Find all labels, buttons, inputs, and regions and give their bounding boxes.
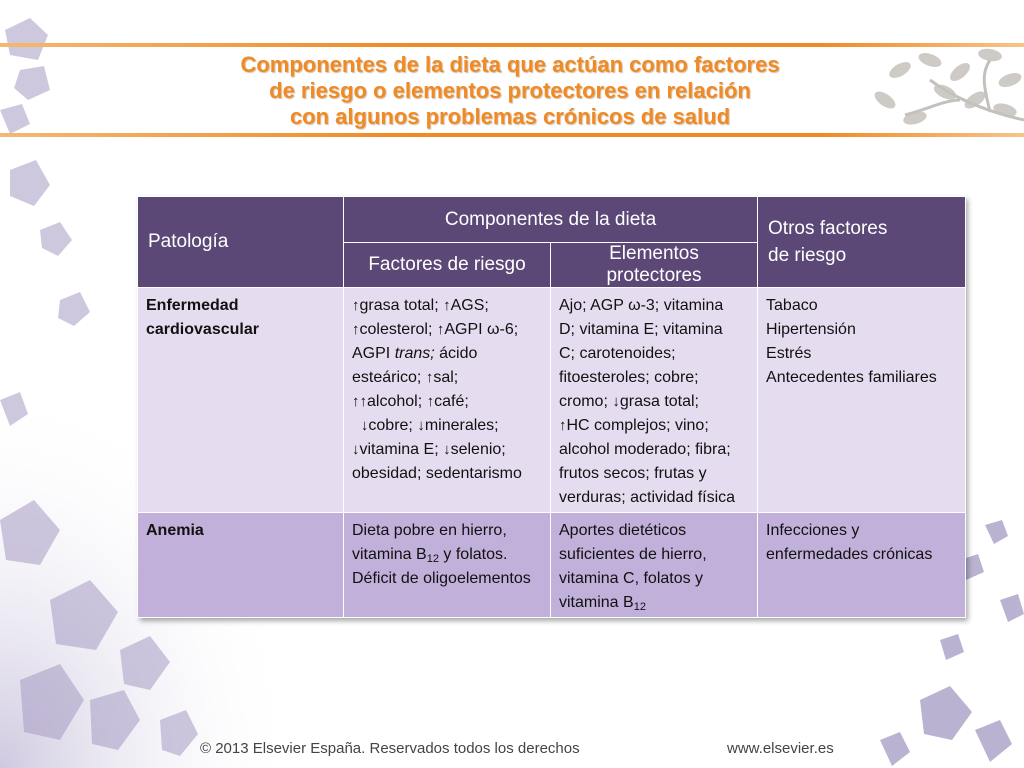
down-arrow-icon: ↓ xyxy=(360,417,369,434)
title-line-3: con algunos problemas crónicos de salud xyxy=(289,104,731,129)
page-title xyxy=(170,52,850,130)
copyright-text: © 2013 Elsevier España. Reservados todos los derechos xyxy=(200,740,580,757)
text: grasa total; xyxy=(619,393,699,410)
header-diet-components: Componentes de la dieta xyxy=(344,197,758,243)
text: café; xyxy=(434,393,469,410)
text: AGPI ω-6; xyxy=(444,321,519,338)
list-item: Antecedentes familiares xyxy=(766,369,937,386)
text: vitamina C, folatos y xyxy=(559,570,704,587)
text: verduras; actividad física xyxy=(559,489,736,506)
text: vitamina E; xyxy=(359,441,444,458)
text: colesterol; xyxy=(359,321,437,338)
header-protective: Elementos protectores xyxy=(551,243,758,288)
text: Ajo; AGP ω-3; vitamina xyxy=(559,297,724,314)
text: alcohol moderado; fibra; xyxy=(559,441,731,458)
text: grasa total; xyxy=(359,297,444,314)
cell-other-factors xyxy=(758,288,966,513)
text: alcohol; xyxy=(367,393,427,410)
up-arrow-icon: ↑ xyxy=(426,393,435,410)
list-item: Infecciones y xyxy=(766,522,860,539)
down-arrow-icon: ↓ xyxy=(612,393,620,410)
subscript: 12 xyxy=(426,553,439,565)
text: Aportes dietéticos xyxy=(559,522,687,539)
pathology-line: cardiovascular xyxy=(146,321,259,338)
up-arrow-icon: ↑ xyxy=(352,321,360,338)
double-up-arrow-icon: ↑↑ xyxy=(352,393,367,410)
header-pathology: Patología xyxy=(138,197,344,288)
list-item: Estrés xyxy=(766,345,812,362)
text: sal; xyxy=(433,369,459,386)
text: esteárico; xyxy=(352,369,426,386)
table-row xyxy=(138,288,966,513)
header-other-factors xyxy=(758,197,966,288)
pathology-line: Anemia xyxy=(146,522,204,539)
text: frutos secos; frutas y xyxy=(559,465,707,482)
down-arrow-icon: ↓ xyxy=(352,441,360,458)
italic-text: trans; xyxy=(394,345,435,362)
text: vitamina B xyxy=(352,546,427,563)
cell-other-factors xyxy=(758,513,966,618)
text: Déficit de oligoelementos xyxy=(352,570,531,587)
text: cromo; xyxy=(559,393,613,410)
header-other-line-2: de riesgo xyxy=(768,245,847,266)
cell-protective xyxy=(551,288,758,513)
text: C; carotenoides; xyxy=(559,345,676,362)
down-arrow-icon: ↓ xyxy=(443,441,451,458)
table-row xyxy=(138,513,966,618)
header-other-line-1: Otros factores xyxy=(768,218,888,239)
list-item: Hipertensión xyxy=(766,321,856,338)
text: AGS; xyxy=(450,297,489,314)
text: suficientes de hierro, xyxy=(559,546,707,563)
text: selenio; xyxy=(450,441,506,458)
header-risk-factors: Factores de riesgo xyxy=(344,243,551,288)
text: D; vitamina E; vitamina xyxy=(559,321,723,338)
diet-table xyxy=(137,196,965,618)
cell-pathology xyxy=(138,513,344,618)
text: HC complejos; vino; xyxy=(566,417,709,434)
title-line-2: de riesgo o elementos protectores en relación xyxy=(269,78,751,103)
text: minerales; xyxy=(424,417,499,434)
cell-protective xyxy=(551,513,758,618)
title-line-1: Componentes de la dieta que actúan como factores xyxy=(240,52,780,77)
list-item: Tabaco xyxy=(766,297,818,314)
up-arrow-icon: ↑ xyxy=(443,297,451,314)
text: obesidad; sedentarismo xyxy=(352,465,522,482)
up-arrow-icon: ↑ xyxy=(425,369,434,386)
header-top-rule xyxy=(0,43,1024,47)
cell-risk-factors xyxy=(344,288,551,513)
text: ácido xyxy=(434,345,478,362)
pathology-line: Enfermedad xyxy=(146,297,239,314)
cell-risk-factors xyxy=(344,513,551,618)
text: fitoesteroles; cobre; xyxy=(559,369,699,386)
up-arrow-icon: ↑ xyxy=(559,417,567,434)
text: vitamina B xyxy=(559,594,634,611)
up-arrow-icon: ↑ xyxy=(436,321,445,338)
text: y folatos. xyxy=(438,546,508,563)
list-item: enfermedades crónicas xyxy=(766,546,933,563)
text: Dieta pobre en hierro, xyxy=(352,522,507,539)
text: AGPI xyxy=(352,345,395,362)
header-bottom-rule xyxy=(0,133,1024,137)
website-link[interactable]: www.elsevier.es xyxy=(727,740,834,757)
down-arrow-icon: ↓ xyxy=(417,417,425,434)
subscript: 12 xyxy=(633,601,646,613)
cell-pathology xyxy=(138,288,344,513)
text: cobre; xyxy=(368,417,418,434)
up-arrow-icon: ↑ xyxy=(352,297,360,314)
